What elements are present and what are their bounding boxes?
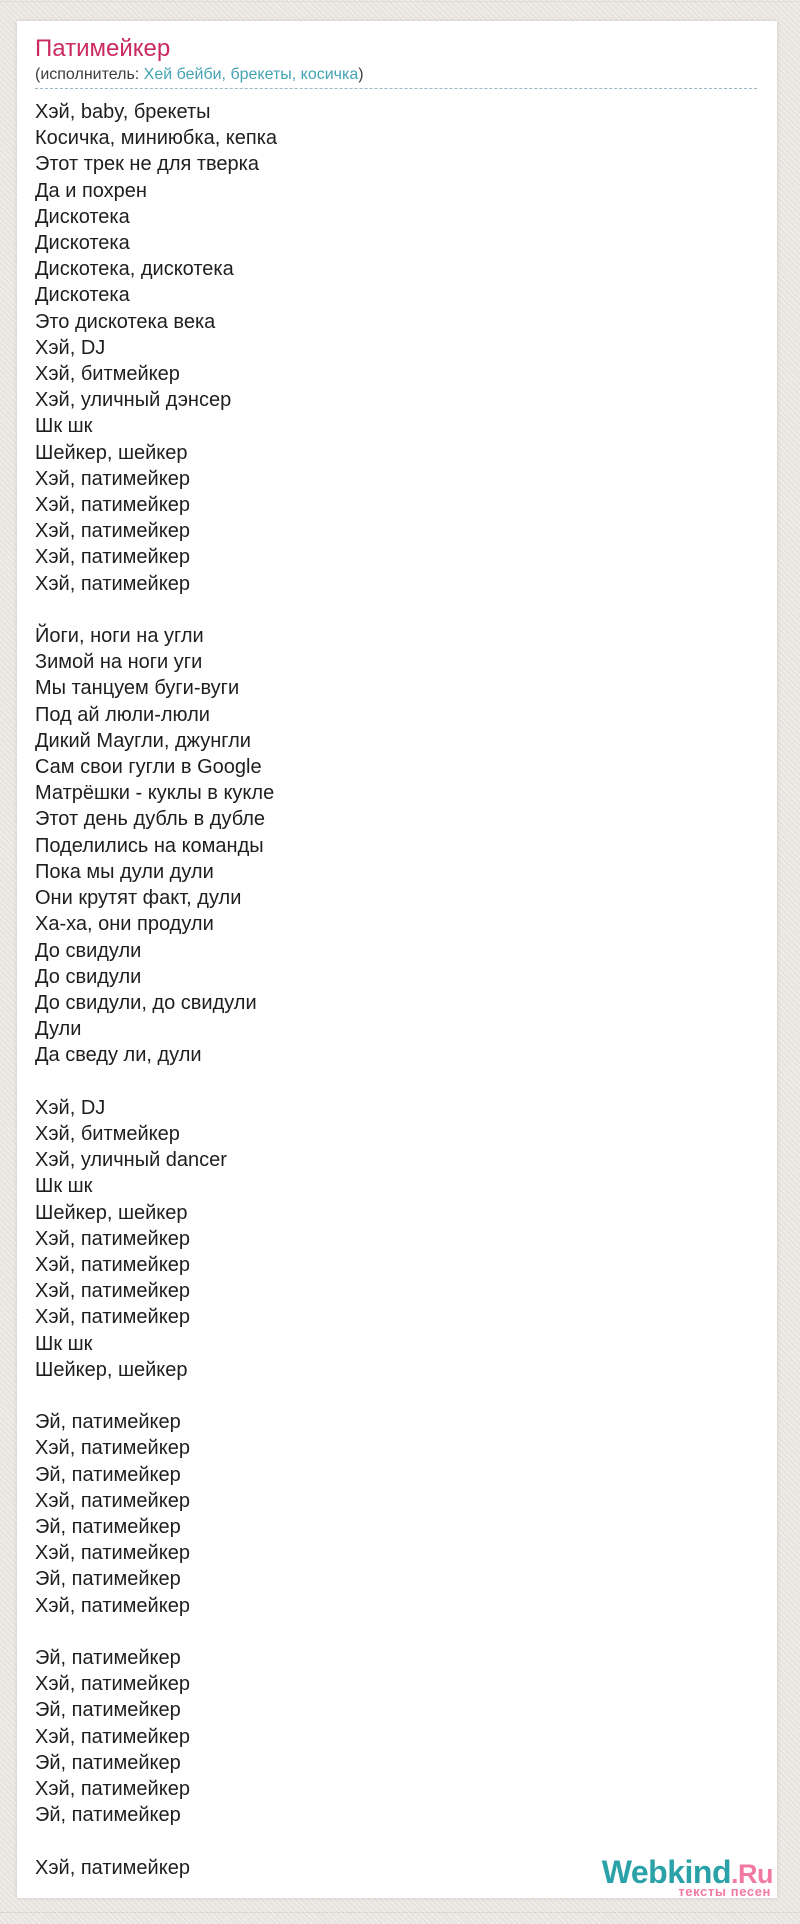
logo-tagline: тексты песен — [678, 1884, 771, 1899]
lyric-line: Эй, патимейкер — [35, 1804, 181, 1827]
lyric-line: Эй, патимейкер — [35, 1463, 181, 1486]
lyric-line: Этот день дубль в дубле — [35, 808, 266, 831]
lyric-line: Дикий Маугли, джунгли — [35, 729, 251, 752]
lyric-line: Хэй, патимейкер — [35, 1227, 190, 1250]
lyrics-text — [35, 99, 757, 1881]
artist-label-close: ) — [358, 66, 364, 83]
lyric-line: Шейкер, шейкер — [35, 1201, 188, 1224]
lyric-line: Под ай люли-люли — [35, 703, 210, 726]
lyric-line: Матрёшки - куклы в кукле — [35, 782, 275, 805]
lyric-line: Шк шк — [35, 1175, 93, 1198]
lyric-line: Хэй, патимейкер — [35, 1594, 190, 1617]
dotted-separator — [35, 88, 757, 89]
lyric-line: Эй, патимейкер — [35, 1751, 181, 1774]
lyric-line: До свидули — [35, 965, 142, 988]
lyric-line — [35, 597, 757, 623]
lyric-line: Шк шк — [35, 415, 93, 438]
lyric-line — [35, 1619, 757, 1645]
lyric-line: Хэй, патимейкер — [35, 546, 190, 569]
lyric-line: Хэй, патимейкер — [35, 1280, 190, 1303]
lyric-line: Шк шк — [35, 1332, 93, 1355]
artist-line — [35, 65, 757, 85]
artist-label: (исполнитель: — [35, 66, 144, 83]
lyric-line: Хэй, патимейкер — [35, 467, 190, 490]
lyric-line: До свидули, до свидули — [35, 991, 257, 1014]
lyric-line: Эй, патимейкер — [35, 1568, 181, 1591]
lyric-line: Дискотека, дискотека — [35, 258, 234, 281]
lyric-line — [35, 1069, 757, 1095]
lyric-line: Хэй, патимейкер — [35, 1778, 190, 1800]
page-title: Патимейкер — [35, 35, 171, 62]
lyric-line — [35, 1828, 757, 1854]
logo-name: Webkind — [601, 1854, 731, 1890]
lyric-line: Хэй, патимейкер — [35, 1306, 190, 1329]
lyric-line: Эй, патимейкер — [35, 1646, 181, 1669]
lyric-line: Хэй, битмейкер — [35, 1122, 180, 1145]
lyric-line: Да и похрен — [35, 179, 147, 202]
artist-link[interactable]: Хей бейби, брекеты, косичка — [143, 66, 359, 83]
lyric-line: Они крутят факт, дули — [35, 887, 242, 910]
lyric-line: Пока мы дули дули — [35, 860, 214, 883]
lyric-line: Эй, патимейкер — [35, 1411, 181, 1434]
lyric-line: Хэй, патимейкер — [35, 520, 190, 543]
lyric-line: Мы танцуем буги-вуги — [35, 677, 240, 700]
lyric-line: Дискотека — [35, 232, 130, 255]
lyric-line: Хэй, битмейкер — [35, 363, 180, 386]
lyric-line: Это дискотека века — [35, 310, 216, 333]
lyric-line: Хэй, патимейкер — [35, 1856, 190, 1879]
lyric-line: Поделились на команды — [35, 834, 264, 857]
lyric-line: Хэй, уличный dancer — [35, 1149, 227, 1172]
lyric-line: Сам свои гугли в Google — [35, 756, 262, 779]
lyric-line: Хэй, патимейкер — [35, 572, 190, 595]
lyric-line: Зимой на ноги уги — [35, 651, 203, 674]
top-dotted-line — [0, 1, 800, 2]
lyric-line: Хэй, патимейкер — [35, 1437, 190, 1460]
bottom-dotted-line — [0, 1912, 800, 1913]
logo-domain: .Ru — [731, 1859, 773, 1889]
lyric-line: Хэй, патимейкер — [35, 494, 190, 517]
lyric-line: Эй, патимейкер — [35, 1515, 181, 1538]
lyric-line: Хэй, патимейкер — [35, 1725, 190, 1748]
lyric-line: Шейкер, шейкер — [35, 1358, 188, 1381]
lyric-line: Хэй, DJ — [35, 1096, 106, 1119]
lyric-line: Этот трек не для тверка — [35, 153, 259, 176]
lyric-line: Хэй, патимейкер — [35, 1489, 190, 1512]
lyric-line: Дискотека — [35, 205, 130, 228]
webkind-logo-link[interactable] — [602, 1856, 773, 1898]
lyric-line: Косичка, миниюбка, кепка — [35, 127, 278, 150]
lyric-line: Дискотека — [35, 284, 130, 307]
lyric-line: Ха-ха, они продули — [35, 913, 214, 936]
lyric-line: Хэй, патимейкер — [35, 1253, 190, 1276]
lyric-line: До свидули — [35, 939, 142, 962]
lyric-line: Йоги, ноги на угли — [35, 625, 204, 648]
lyric-line: Хэй, baby, брекеты — [35, 101, 211, 123]
lyric-line: Эй, патимейкер — [35, 1699, 181, 1722]
lyric-line: Хэй, патимейкер — [35, 1542, 190, 1565]
lyric-line: Хэй, уличный дэнсер — [35, 389, 232, 412]
lyric-line: Да сведу ли, дули — [35, 1044, 202, 1067]
lyric-line — [35, 1383, 757, 1409]
content-sheet — [17, 21, 777, 1898]
lyric-line: Хэй, DJ — [35, 336, 106, 359]
lyric-line: Дули — [35, 1018, 82, 1041]
lyric-line: Хэй, патимейкер — [35, 1673, 190, 1696]
lyric-line: Шейкер, шейкер — [35, 441, 188, 464]
